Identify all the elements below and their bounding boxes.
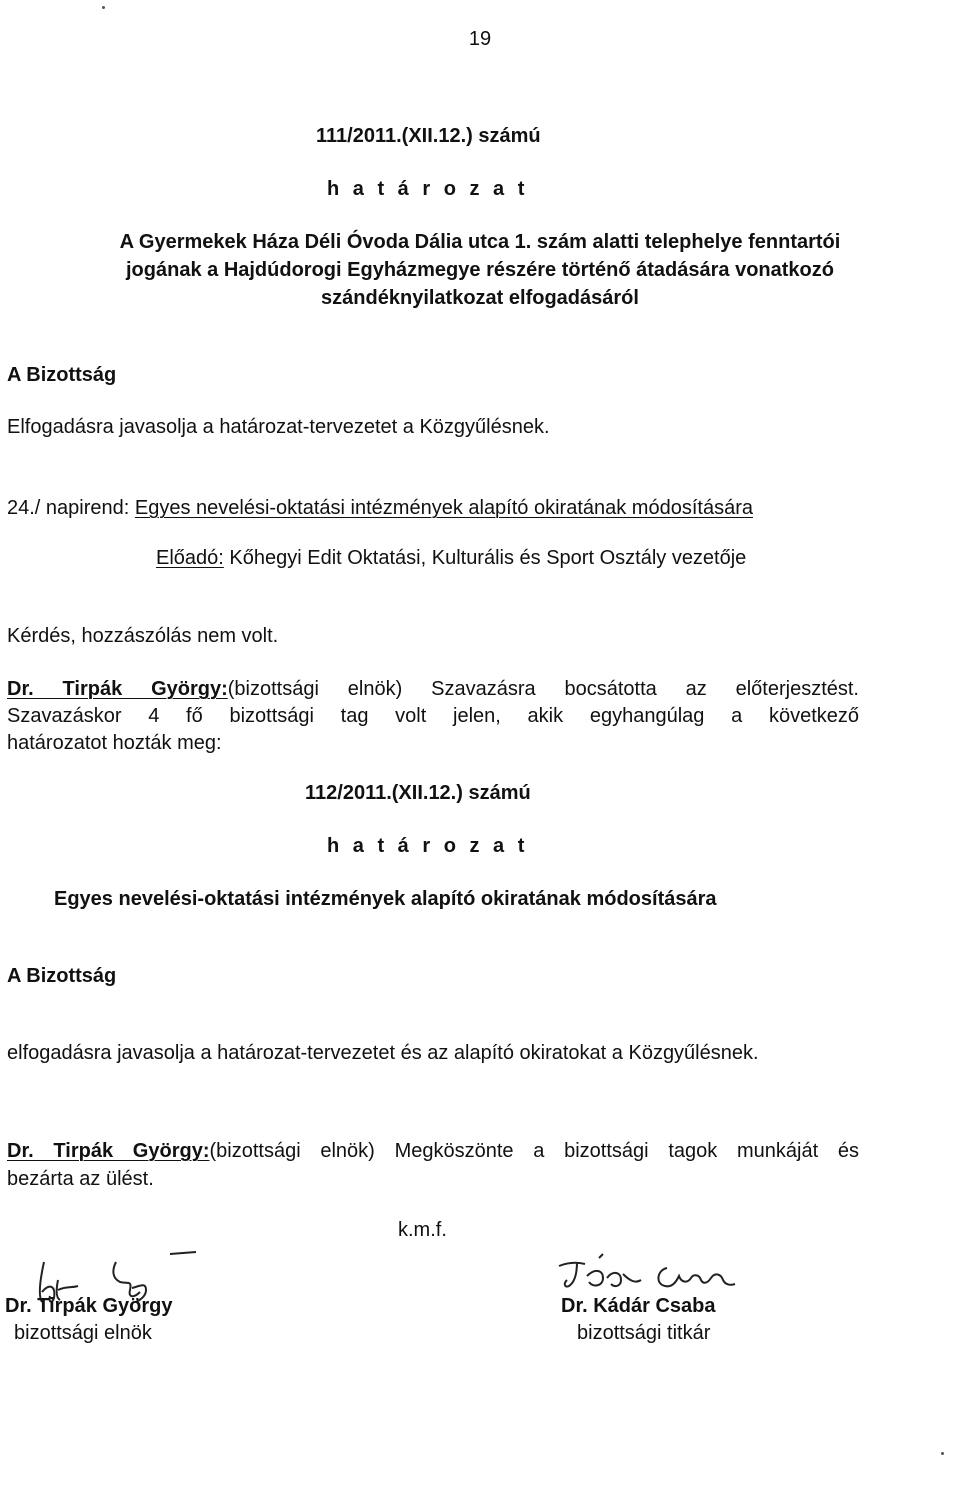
resolution1-subject-line2: jogának a Hajdúdorogi Egyházmegye részére történő átadására vonatkozó (126, 259, 834, 281)
presenter-label: Előadó: (156, 547, 224, 569)
scan-speck (941, 1452, 944, 1455)
resolution2-number: 112/2011.(XII.12.) számú (305, 782, 531, 804)
resolution1-text: Elfogadásra javasolja a határozat-tervezetet a Közgyűlésnek. (7, 416, 550, 438)
resolution2-subject: Egyes nevelési-oktatási intézmények alapító okiratának módosítására (54, 888, 717, 910)
kmf-note: k.m.f. (398, 1219, 447, 1241)
page-number: 19 (468, 28, 492, 50)
resolution2-committee: A Bizottság (7, 965, 117, 987)
closing-line1 (7, 1138, 859, 1164)
scan-speck (102, 6, 105, 9)
signature-left-role: bizottsági elnök (14, 1322, 152, 1344)
resolution1-committee: A Bizottság (7, 364, 117, 386)
vote-line3: határozatot hozták meg: (7, 732, 222, 754)
closing-chair-name: Dr. Tirpák György: (7, 1140, 210, 1162)
agenda-item (7, 495, 753, 521)
agenda-title: Egyes nevelési-oktatási intézmények alapító okiratának módosítására (134, 497, 753, 519)
vote-line1-text: (bizottsági elnök) Szavazásra bocsátotta az előterjesztést. (227, 678, 859, 700)
signature-right-role: bizottsági titkár (577, 1322, 711, 1344)
resolution1-number: 111/2011.(XII.12.) számú (316, 125, 541, 147)
vote-chair-name: Dr. Tirpák György: (7, 678, 228, 700)
agenda-prefix: 24./ napirend: (7, 497, 135, 519)
signature-left-name: Dr. Tirpák György (5, 1295, 173, 1317)
signature-right-name: Dr. Kádár Csaba (561, 1295, 716, 1317)
vote-line1 (7, 676, 859, 702)
vote-line2: Szavazáskor 4 fő bizottsági tag volt jelen, akik egyhangúlag a következő (7, 705, 859, 727)
resolution1-subject-line1: A Gyermekek Háza Déli Óvoda Dália utca 1. szám alatti telephelye fenntartói (119, 231, 841, 253)
resolution2-text: elfogadásra javasolja a határozat-tervezetet és az alapító okiratokat a Közgyűlésnek. (7, 1042, 759, 1064)
resolution1-label: h a t á r o z a t (327, 178, 529, 200)
agenda-presenter (156, 545, 746, 571)
agenda-questions: Kérdés, hozzászólás nem volt. (7, 625, 279, 647)
closing-line1-text: (bizottsági elnök) Megköszönte a bizottsági tagok munkáját és (209, 1140, 859, 1162)
presenter-name: Kőhegyi Edit Oktatási, Kulturális és Sport Osztály vezetője (223, 547, 747, 569)
resolution1-subject-line3: szándéknyilatkozat elfogadásáról (321, 287, 639, 309)
resolution2-label: h a t á r o z a t (327, 835, 529, 857)
closing-line2: bezárta az ülést. (7, 1168, 154, 1190)
